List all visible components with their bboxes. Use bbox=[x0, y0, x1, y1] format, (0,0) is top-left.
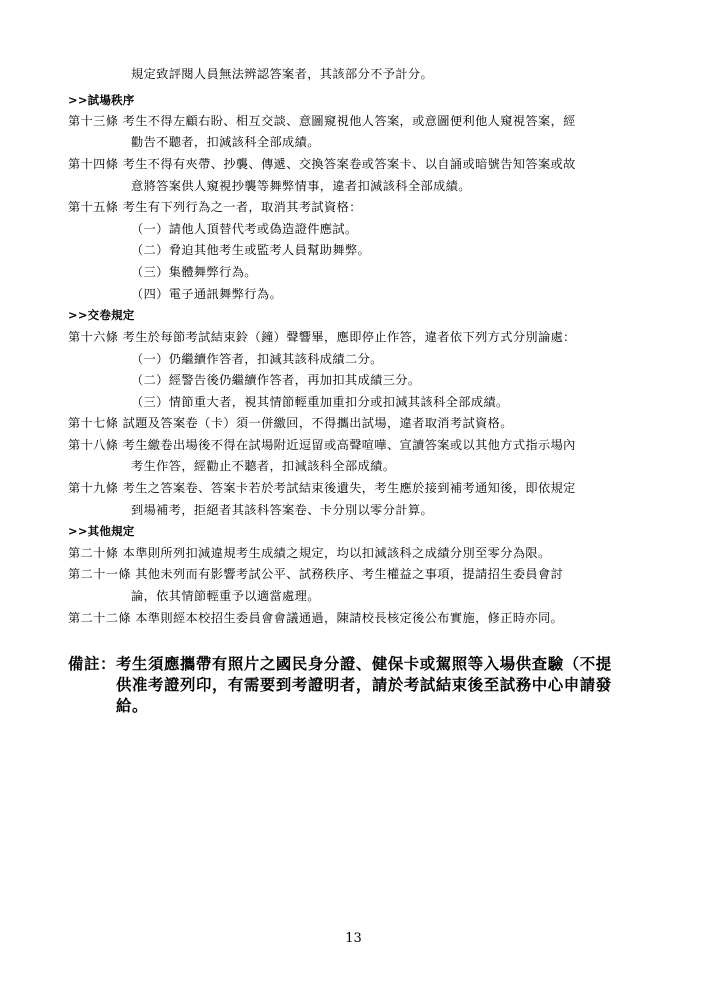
article-21: 第二十一條 其他未列而有影響考試公平、試務秩序、考生權益之事項，提請招生委員會討 bbox=[68, 567, 564, 581]
article-16: 第十六條 考生於每節考試結束鈴（鐘）聲響畢，應即停止作答，違者依下列方式分別論處： bbox=[68, 330, 576, 344]
list-item: （四）電子通訊舞弊行為。 bbox=[131, 287, 283, 301]
article-13: 第十三條 考生不得左顧右盼、相互交談、意圖窺視他人答案，或意圖便利他人窺視答案，經 bbox=[68, 114, 576, 128]
text-line: 規定致評閱人員無法辨認答案者，其該部分不予計分。 bbox=[131, 67, 434, 81]
list-item: （一）請他人頂替代考或偽造證件應試。 bbox=[131, 222, 358, 236]
remark-line-3: 給。 bbox=[116, 697, 148, 715]
remark-line-1: 備註：考生須應攜帶有照片之國民身分證、健保卡或駕照等入場供查驗（不提 bbox=[68, 655, 612, 673]
list-item: （二）脅迫其他考生或監考人員幫助舞弊。 bbox=[131, 243, 371, 257]
article-15: 第十五條 考生有下列行為之一者，取消其考試資格： bbox=[68, 200, 362, 214]
section-heading-exam-order: >>試場秩序 bbox=[68, 93, 135, 107]
text-line: 勸告不聽者，扣減該科全部成績。 bbox=[131, 135, 320, 149]
list-item: （二）經警告後仍繼續作答者，再加扣其成績三分。 bbox=[131, 373, 421, 387]
article-14: 第十四條 考生不得有夾帶、抄襲、傳遞、交換答案卷或答案卡、以自誦或暗號告知答案或故 bbox=[68, 157, 576, 171]
remark-line-2: 供准考證列印，有需要到考證明者，請於考試結束後至試務中心申請發 bbox=[116, 676, 612, 694]
list-item: （三）集體舞弊行為。 bbox=[131, 265, 257, 279]
article-18: 第十八條 考生繳卷出場後不得在試場附近逗留或高聲喧嘩、宣讀答案或以其他方式指示場內 bbox=[68, 438, 576, 452]
text-line: 論，依其情節輕重予以適當處理。 bbox=[131, 589, 320, 603]
article-17: 第十七條 試題及答案卷（卡）須一併繳回，不得攜出試場，違者取消考試資格。 bbox=[68, 416, 513, 430]
article-20: 第二十條 本準則所列扣減違規考生成績之規定，均以扣減該科之成績分別至零分為限。 bbox=[68, 546, 551, 560]
list-item: （一）仍繼續作答者，扣減其該科成績二分。 bbox=[131, 352, 383, 366]
text-line: 到場補考，拒絕者其該科答案卷、卡分別以零分計算。 bbox=[131, 503, 434, 517]
section-heading-other: >>其他規定 bbox=[68, 524, 135, 538]
text-line: 意將答案供人窺視抄襲等舞弊情事，違者扣減該科全部成績。 bbox=[131, 179, 471, 193]
text-line: 考生作答，經勸止不聽者，扣減該科全部成績。 bbox=[131, 459, 396, 473]
article-19: 第十九條 考生之答案卷、答案卡若於考試結束後遺失，考生應於接到補考通知後，即依規定 bbox=[68, 481, 576, 495]
page-number: 13 bbox=[345, 931, 362, 946]
section-heading-submission: >>交卷規定 bbox=[68, 308, 135, 322]
article-22: 第二十二條 本準則經本校招生委員會會議通過，陳請校長核定後公布實施，修正時亦同。 bbox=[68, 611, 564, 625]
list-item: （三）情節重大者，視其情節輕重加重扣分或扣減其該科全部成績。 bbox=[131, 395, 509, 409]
